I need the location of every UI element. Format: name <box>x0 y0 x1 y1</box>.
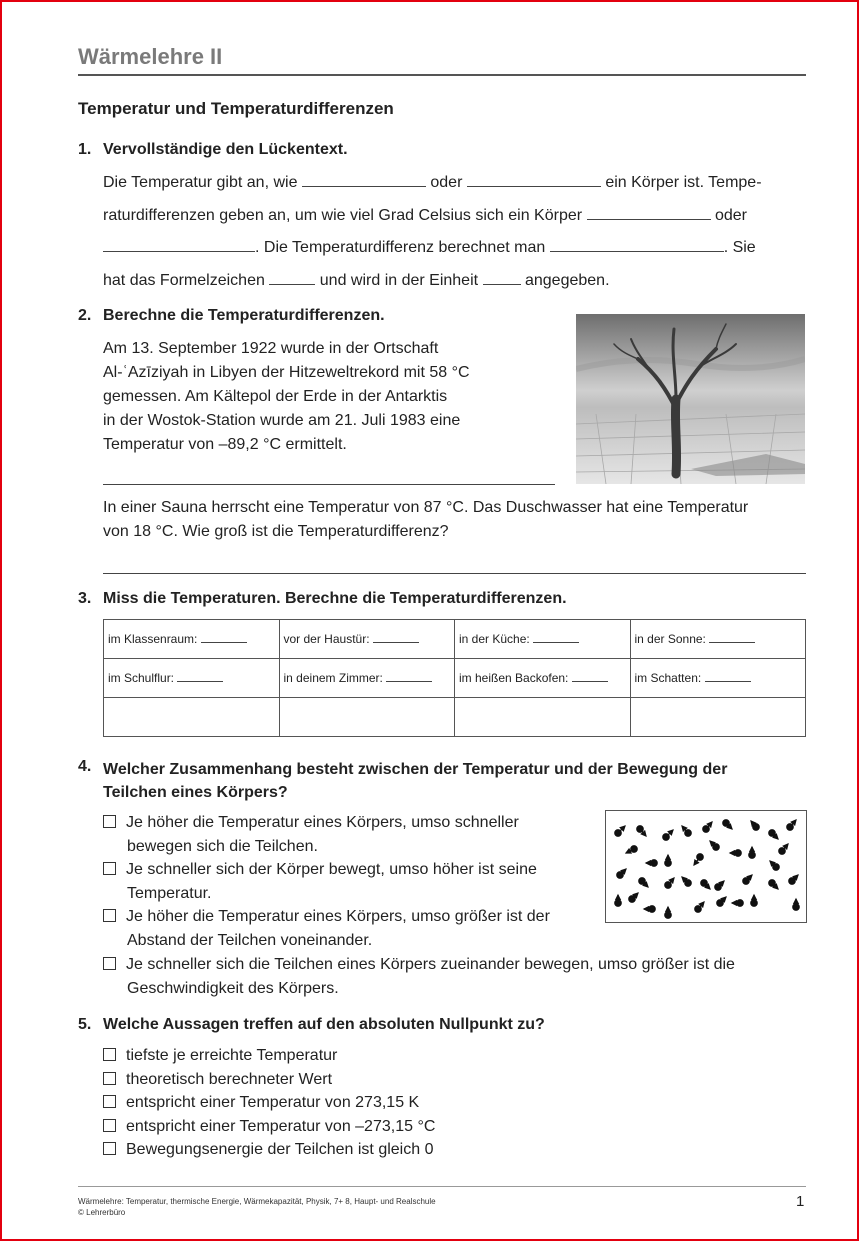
q1-line-4 <box>103 269 610 293</box>
text-line: gemessen. Am Kältepol der Erde in der Antarktis <box>103 388 448 405</box>
q1-text: oder <box>430 174 463 191</box>
blank-field[interactable] <box>269 270 315 285</box>
table-cell[interactable]: in deinem Zimmer: <box>279 659 455 698</box>
q4-heading <box>103 758 727 804</box>
table-row <box>104 659 806 698</box>
checkbox[interactable] <box>103 1072 116 1085</box>
q1-heading: Vervollständige den Lückentext. <box>103 141 348 158</box>
page-number: 1 <box>796 1193 805 1210</box>
checkbox[interactable] <box>103 1095 116 1108</box>
footer-text <box>78 1196 436 1218</box>
blank-field[interactable] <box>467 172 601 187</box>
text-line: Al-ʿAzīziyah in Libyen der Hitzeweltrekord mit 58 °C <box>103 364 470 381</box>
checkbox[interactable] <box>103 1048 116 1061</box>
checkbox[interactable] <box>103 1142 116 1155</box>
q2-paragraph-1 <box>103 337 470 457</box>
q5-options <box>103 1044 435 1162</box>
q4-heading-line: Welcher Zusammenhang besteht zwischen der Temperatur und der Bewegung der <box>103 761 728 778</box>
q1-number: 1. <box>78 141 92 158</box>
footer-line: Wärmelehre: Temperatur, thermische Energie, Wärmekapazität, Physik, 7+ 8, Haupt- und Realschule <box>78 1197 436 1206</box>
q3-heading: Miss die Temperaturen. Berechne die Temperaturdifferenzen. <box>103 590 567 607</box>
option-continuation: Geschwindigkeit des Körpers. <box>127 979 339 997</box>
dead-tree-desert-image <box>576 314 805 484</box>
footer-rule <box>78 1186 806 1187</box>
table-cell[interactable]: im Schulflur: <box>104 659 280 698</box>
option-item[interactable]: Je schneller sich der Körper bewegt, umso höher ist seine <box>103 858 603 882</box>
option-item[interactable]: Bewegungsenergie der Teilchen ist gleich 0 <box>103 1138 435 1162</box>
option-item[interactable]: Je höher die Temperatur eines Körpers, umso schneller <box>103 811 603 835</box>
table-row <box>104 698 806 737</box>
table-cell[interactable]: im Schatten: <box>630 659 806 698</box>
q4-options <box>103 811 603 952</box>
table-cell-empty[interactable] <box>104 698 280 737</box>
option-item[interactable]: entspricht einer Temperatur von –273,15 °C <box>103 1115 435 1139</box>
q5-number: 5. <box>78 1016 92 1033</box>
title-rule <box>78 74 806 76</box>
option-item[interactable]: theoretisch berechneter Wert <box>103 1068 435 1092</box>
table-cell[interactable]: vor der Haustür: <box>279 620 455 659</box>
blank-field[interactable] <box>302 172 426 187</box>
answer-line[interactable] <box>103 484 555 485</box>
section-title: Temperatur und Temperaturdifferenzen <box>78 99 394 118</box>
table-cell[interactable]: im heißen Backofen: <box>455 659 631 698</box>
checkbox[interactable] <box>103 1119 116 1132</box>
checkbox[interactable] <box>103 957 116 970</box>
blank-field[interactable] <box>103 237 255 252</box>
q4-heading-line: Teilchen eines Körpers? <box>103 784 288 801</box>
option-item[interactable]: entspricht einer Temperatur von 273,15 K <box>103 1091 435 1115</box>
text-line: In einer Sauna herrscht eine Temperatur von 87 °C. Das Duschwasser hat eine Temperatur <box>103 499 749 516</box>
option-continuation: Temperatur. <box>127 884 212 902</box>
text-line: Am 13. September 1922 wurde in der Ortschaft <box>103 340 439 357</box>
page-title: Wärmelehre II <box>78 44 223 69</box>
table-cell-empty[interactable] <box>455 698 631 737</box>
answer-line[interactable] <box>103 573 806 574</box>
blank-field[interactable] <box>587 205 711 220</box>
table-cell-empty[interactable] <box>630 698 806 737</box>
blank-field[interactable] <box>483 270 521 285</box>
q1-text: angegeben. <box>524 272 610 289</box>
table-cell[interactable]: in der Küche: <box>455 620 631 659</box>
q1-line-2 <box>103 204 747 228</box>
table-cell[interactable]: im Klassenraum: <box>104 620 280 659</box>
table-cell[interactable]: in der Sonne: <box>630 620 806 659</box>
q5-heading: Welche Aussagen treffen auf den absoluten Nullpunkt zu? <box>103 1016 545 1033</box>
q2-heading: Berechne die Temperaturdifferenzen. <box>103 307 385 324</box>
table-cell-empty[interactable] <box>279 698 455 737</box>
q1-text: . Die Temperaturdifferenz berechnet man <box>255 239 546 256</box>
q1-text: und wird in der Einheit <box>319 272 479 289</box>
q1-line-3 <box>103 236 756 260</box>
option-item[interactable]: Je höher die Temperatur eines Körpers, umso größer ist der <box>103 905 603 929</box>
checkbox[interactable] <box>103 815 116 828</box>
table-row <box>104 620 806 659</box>
q3-number: 3. <box>78 590 92 607</box>
q1-line-1 <box>103 171 762 195</box>
q2-paragraph-2 <box>103 496 748 544</box>
q1-text: raturdifferenzen geben an, um wie viel Grad Celsius sich ein Körper <box>103 207 583 224</box>
option-item[interactable]: tiefste je erreichte Temperatur <box>103 1044 435 1068</box>
q1-text: oder <box>714 207 747 224</box>
text-line: Temperatur von –89,2 °C ermittelt. <box>103 436 347 453</box>
blank-field[interactable] <box>550 237 724 252</box>
q4-option-4 <box>103 953 813 1000</box>
q1-text: hat das Formelzeichen <box>103 272 265 289</box>
option-continuation: Abstand der Teilchen voneinander. <box>127 931 373 949</box>
q1-text: Die Temperatur gibt an, wie <box>103 174 298 191</box>
q4-number: 4. <box>78 758 92 775</box>
option-item[interactable]: Je schneller sich die Teilchen eines Körpers zueinander bewegen, umso größer ist die <box>103 953 813 977</box>
text-line: in der Wostok-Station wurde am 21. Juli 1983 eine <box>103 412 461 429</box>
temperature-table <box>103 619 806 737</box>
q1-text: . Sie <box>723 239 756 256</box>
q1-text: ein Körper ist. Tempe- <box>605 174 762 191</box>
particle-motion-diagram <box>605 810 807 923</box>
checkbox[interactable] <box>103 862 116 875</box>
q2-number: 2. <box>78 307 92 324</box>
checkbox[interactable] <box>103 909 116 922</box>
footer-copyright: © Lehrerbüro <box>78 1208 126 1217</box>
option-continuation: bewegen sich die Teilchen. <box>127 837 318 855</box>
text-line: von 18 °C. Wie groß ist die Temperaturdifferenz? <box>103 523 449 540</box>
